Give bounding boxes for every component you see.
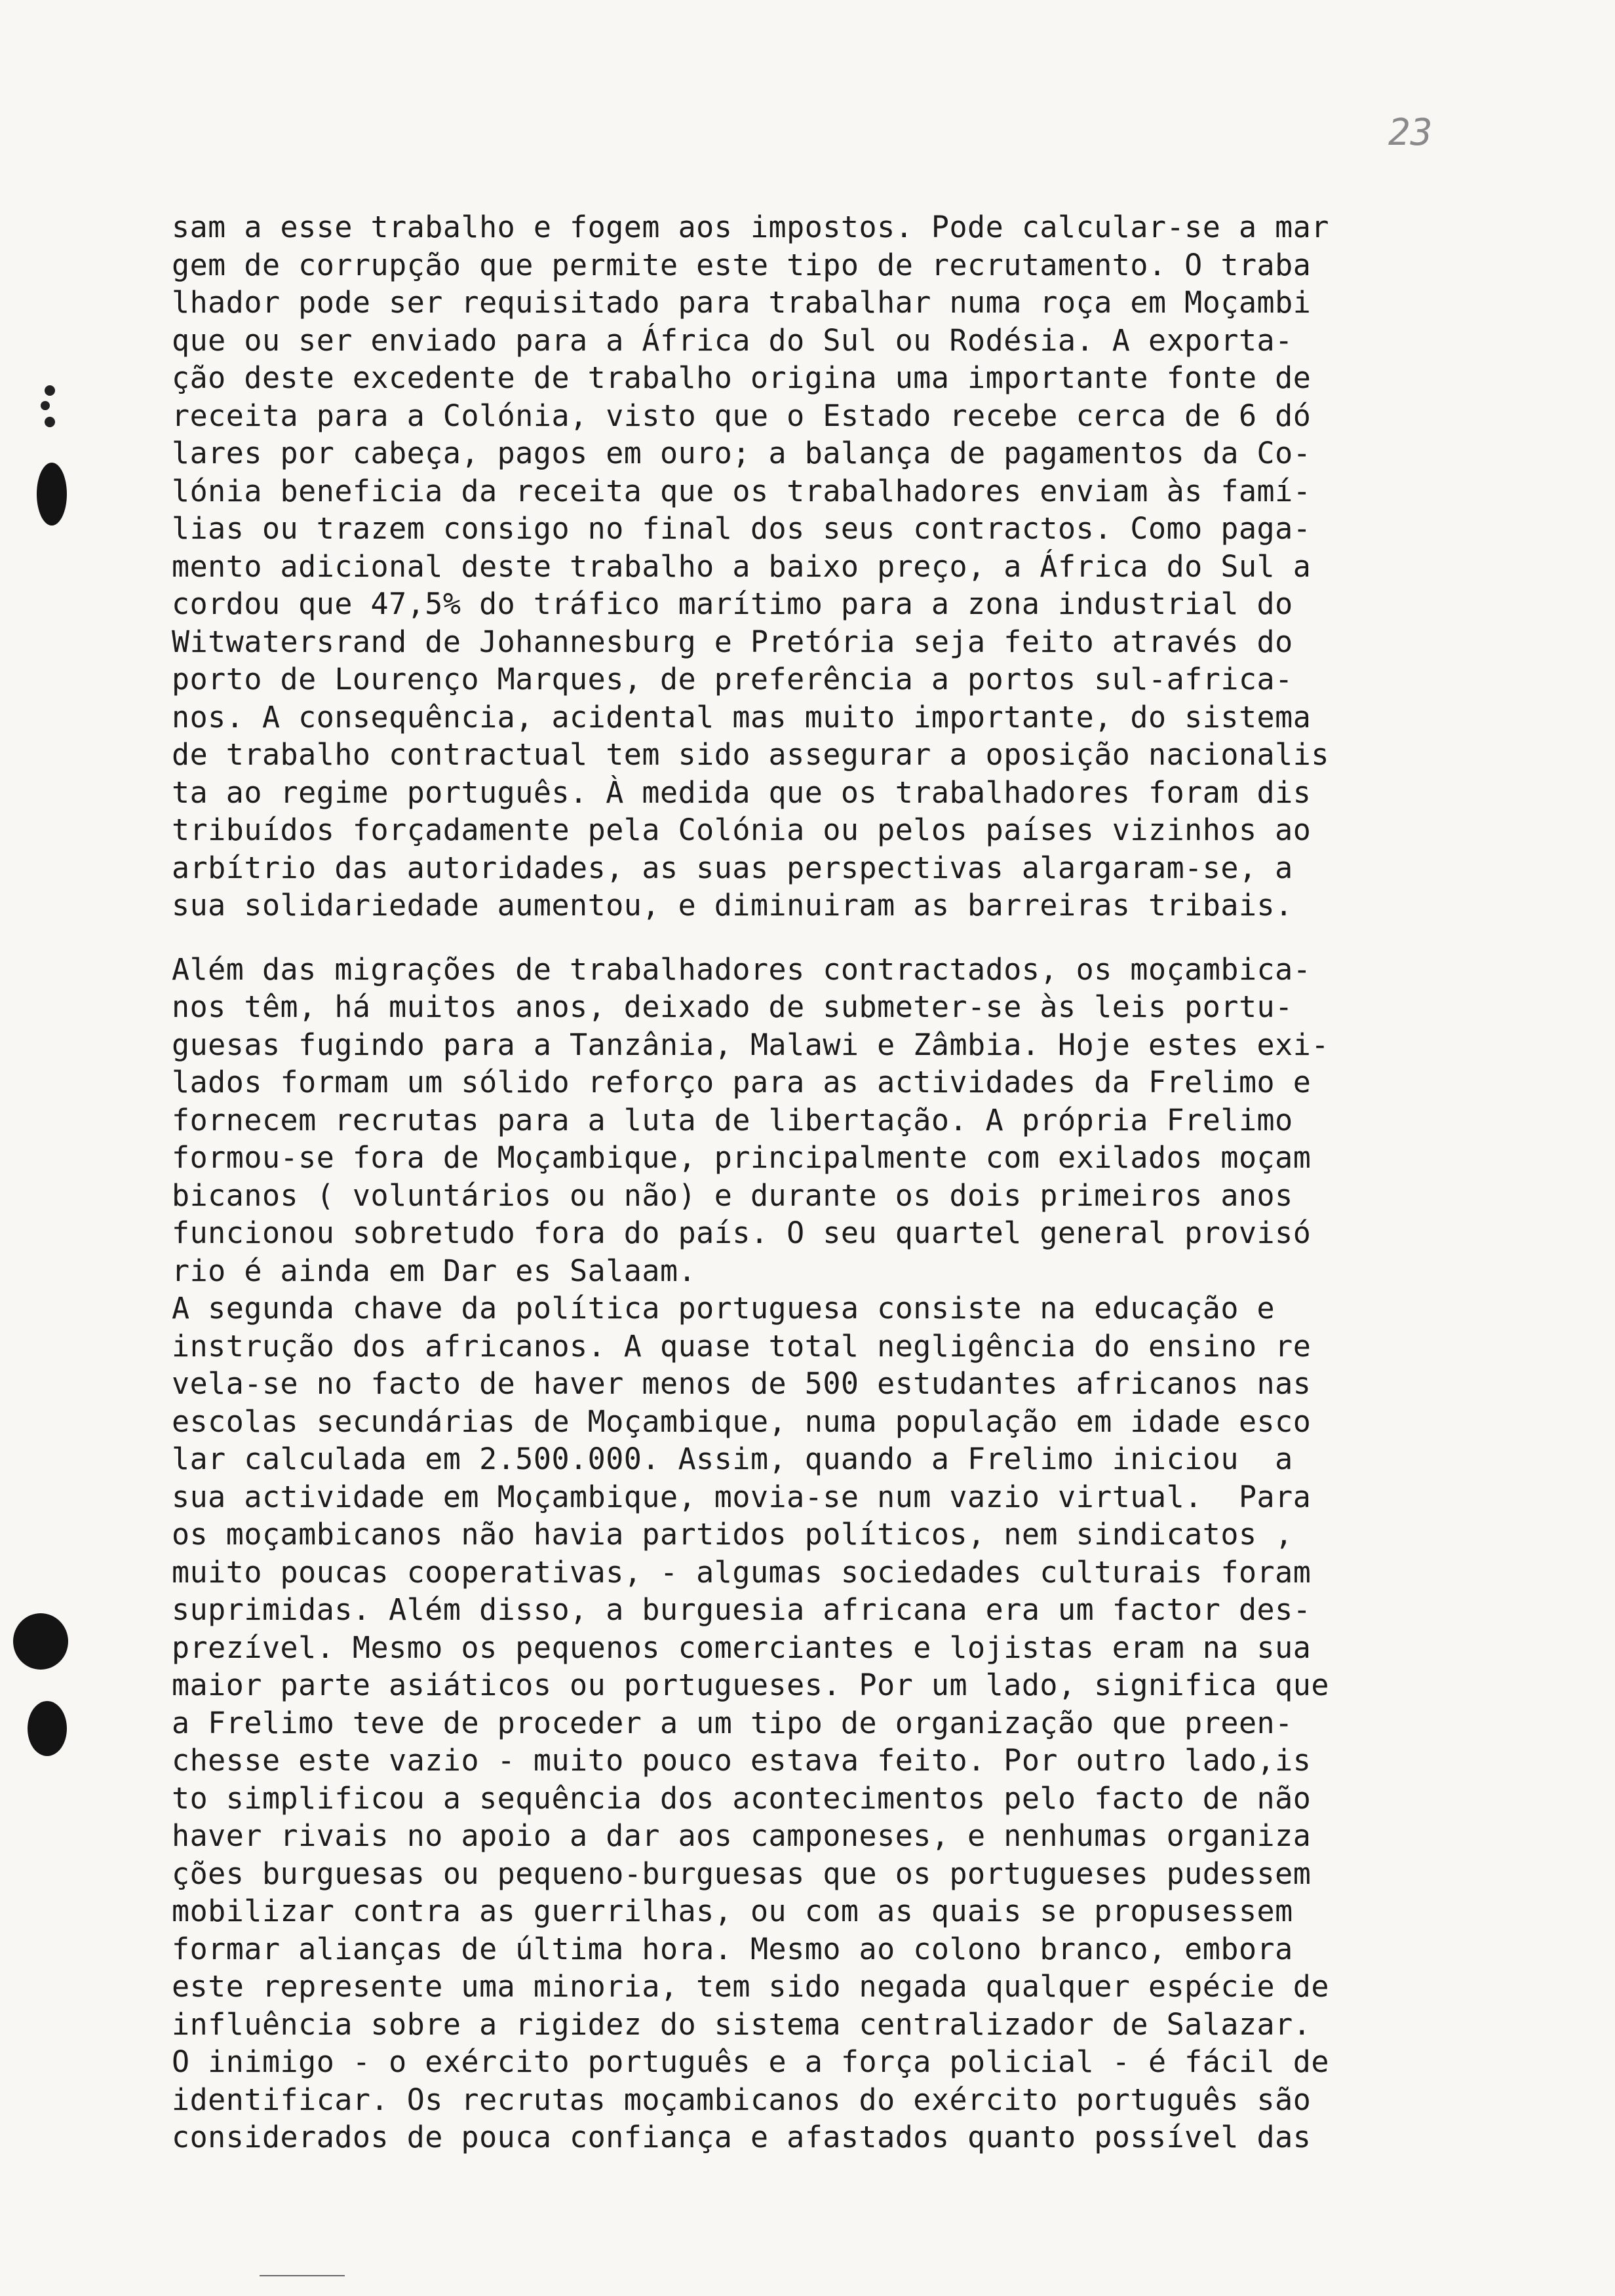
text-line: Além das migrações de trabalhadores contractados, os moçambica- bbox=[172, 951, 1312, 987]
text-line: ta ao regime português. À medida que os trabalhadores foram dis bbox=[172, 775, 1312, 810]
text-line: influência sobre a rigidez do sistema centralizador de Salazar. bbox=[172, 2006, 1312, 2042]
text-line: rio é ainda em Dar es Salaam. bbox=[172, 1253, 697, 1288]
text-line: identificar. Os recrutas moçambicanos do exército português são bbox=[172, 2082, 1312, 2117]
punch-hole-3 bbox=[28, 1701, 67, 1756]
text-line: sua solidariedade aumentou, e diminuiram as barreiras tribais. bbox=[172, 888, 1293, 923]
text-line: instrução dos africanos. A quase total negligência do ensino re bbox=[172, 1328, 1312, 1364]
text-line: lar calculada em 2.500.000. Assim, quando a Frelimo iniciou a bbox=[172, 1442, 1293, 1476]
punch-hole-1 bbox=[37, 463, 67, 526]
text-line: muito poucas cooperativas, - algumas sociedades culturais foram bbox=[172, 1554, 1312, 1590]
text-line: haver rivais no apoio a dar aos camponeses, e nenhumas organiza bbox=[172, 1818, 1312, 1853]
text-line: porto de Lourenço Marques, de preferência a portos sul-africa- bbox=[172, 662, 1293, 697]
text-line: formar alianças de última hora. Mesmo ao colono branco, embora bbox=[172, 1931, 1293, 1966]
text-line: lónia beneficia da receita que os trabalhadores enviam às famí- bbox=[172, 473, 1312, 508]
text-line: tribuídos forçadamente pela Colónia ou pelos países vizinhos ao bbox=[172, 813, 1312, 847]
margin-dot-2 bbox=[41, 401, 50, 410]
text-line: de trabalho contractual tem sido assegurar a oposição nacionalis bbox=[172, 737, 1329, 772]
text-line: sam a esse trabalho e fogem aos impostos. Pode calcular-se a mar bbox=[172, 210, 1329, 244]
text-line: considerados de pouca confiança e afastados quanto possível das bbox=[172, 2120, 1312, 2154]
text-line: lares por cabeça, pagos em ouro; a balança de pagamentos da Co- bbox=[172, 436, 1312, 470]
text-line: formou-se fora de Moçambique, principalmente com exilados moçam bbox=[172, 1140, 1312, 1175]
text-line: lados formam um sólido reforço para as actividades da Frelimo e bbox=[172, 1065, 1312, 1100]
text-line: mobilizar contra as guerrilhas, ou com as quais se propusessem bbox=[172, 1894, 1293, 1928]
punch-hole-2 bbox=[13, 1613, 68, 1670]
text-line: vela-se no facto de haver menos de 500 estudantes africanos nas bbox=[172, 1366, 1312, 1401]
paragraph-2 bbox=[172, 951, 1489, 2156]
margin-dot-1 bbox=[45, 385, 55, 396]
bottom-smudge bbox=[260, 2275, 345, 2276]
text-line: os moçambicanos não havia partidos políticos, nem sindicatos , bbox=[172, 1517, 1293, 1552]
text-line: lhador pode ser requisitado para trabalhar numa roça em Moçambi bbox=[172, 285, 1312, 320]
text-line: maior parte asiáticos ou portugueses. Por um lado, significa que bbox=[172, 1668, 1329, 1702]
paragraph-1 bbox=[172, 208, 1489, 925]
text-line: nos. A consequência, acidental mas muito importante, do sistema bbox=[172, 699, 1312, 735]
document-body bbox=[172, 208, 1489, 2156]
page-number: 23 bbox=[1388, 111, 1433, 154]
text-line: gem de corrupção que permite este tipo de recrutamento. O traba bbox=[172, 247, 1312, 282]
text-line: nos têm, há muitos anos, deixado de submeter-se às leis portu- bbox=[172, 989, 1293, 1024]
text-line: sua actividade em Moçambique, movia-se num vazio virtual. Para bbox=[172, 1479, 1312, 1514]
text-line: Witwatersrand de Johannesburg e Pretória seja feito através do bbox=[172, 624, 1293, 659]
text-line: suprimidas. Além disso, a burguesia africana era um factor des- bbox=[172, 1592, 1312, 1627]
text-line: prezível. Mesmo os pequenos comerciantes e lojistas eram na sua bbox=[172, 1630, 1312, 1665]
margin-dot-3 bbox=[45, 417, 55, 427]
text-line: mento adicional deste trabalho a baixo preço, a África do Sul a bbox=[172, 548, 1312, 584]
text-line: funcionou sobretudo fora do país. O seu quartel general provisó bbox=[172, 1215, 1312, 1250]
text-line: bicanos ( voluntários ou não) e durante os dois primeiros anos bbox=[172, 1177, 1293, 1213]
text-line: ção deste excedente de trabalho origina uma importante fonte de bbox=[172, 360, 1312, 395]
paragraph-gap bbox=[172, 925, 1489, 951]
text-line: arbítrio das autoridades, as suas perspectivas alargaram-se, a bbox=[172, 850, 1293, 885]
text-line: escolas secundárias de Moçambique, numa população em idade esco bbox=[172, 1404, 1312, 1439]
text-line: cordou que 47,5% do tráfico marítimo para a zona industrial do bbox=[172, 586, 1293, 621]
text-line: fornecem recrutas para a luta de libertação. A própria Frelimo bbox=[172, 1102, 1293, 1138]
text-line: lias ou trazem consigo no final dos seus contractos. Como paga- bbox=[172, 511, 1312, 546]
text-line: A segunda chave da política portuguesa consiste na educação e bbox=[172, 1291, 1275, 1326]
text-line: chesse este vazio - muito pouco estava feito. Por outro lado,is bbox=[172, 1743, 1312, 1778]
text-line: este represente uma minoria, tem sido negada qualquer espécie de bbox=[172, 1969, 1329, 2004]
text-line: que ou ser enviado para a África do Sul ou Rodésia. A exporta- bbox=[172, 322, 1293, 358]
text-line: guesas fugindo para a Tanzânia, Malawi e Zâmbia. Hoje estes exi- bbox=[172, 1027, 1329, 1062]
text-line: a Frelimo teve de proceder a um tipo de organização que preen- bbox=[172, 1705, 1293, 1740]
text-line: to simplificou a sequência dos acontecimentos pelo facto de não bbox=[172, 1780, 1312, 1816]
text-line: O inimigo - o exército português e a força policial - é fácil de bbox=[172, 2044, 1329, 2079]
text-line: ções burguesas ou pequeno-burguesas que os portugueses pudessem bbox=[172, 1856, 1312, 1891]
text-line: receita para a Colónia, visto que o Estado recebe cerca de 6 dó bbox=[172, 398, 1312, 433]
